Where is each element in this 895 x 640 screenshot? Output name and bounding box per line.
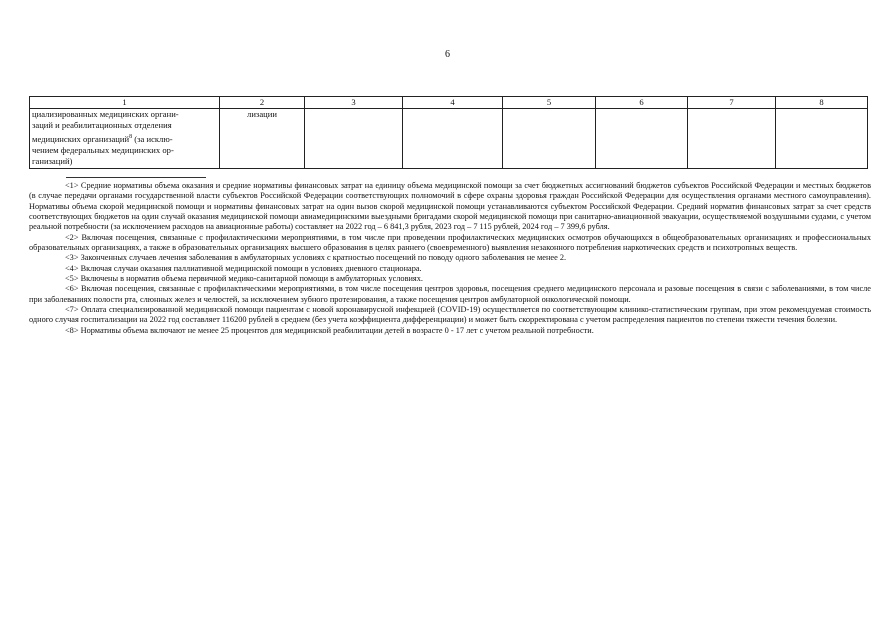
table-cell bbox=[305, 109, 403, 169]
footnote-divider bbox=[66, 177, 206, 178]
cell-line: чением федеральных медицинских ор- bbox=[32, 145, 174, 156]
column-header: 8 bbox=[776, 97, 868, 109]
page-number: 6 bbox=[445, 49, 450, 60]
table-header-row bbox=[30, 97, 868, 109]
footnotes bbox=[29, 181, 871, 336]
footnote-4: <4> Включая случаи оказания паллиативной медицинской помощи в условиях дневного стационара. bbox=[65, 263, 422, 273]
footnote-7: <7> Оплата специализированной медицинской помощи пациентам с новой коронавирусной инфекцией (COVID-19) осуществляется по соответствующим клинико-статистическим группам, при этом рекомендуемая стоимость одного случая госпитализации на 2022 год составляет 116200 рублей в среднем (без учета коэффициента дифференциации) и может быть скорректирована с учетом распределения пациентов по степени тяжести течения болезни. bbox=[29, 305, 871, 325]
footnote-6: <6> Включая посещения, связанные с профилактическими мероприятиями, в том числе посещения центров здоровья, посещения среднего медицинского персонала и разовые посещения в связи с заболеваниями, в том числе при заболеваниях полости рта, слюнных желез и челюстей, за исключением зубного протезирования, а также посещения центров амбулаторной онкологической помощи. bbox=[29, 284, 871, 304]
cell-line: циализированных медицинских органи- bbox=[32, 109, 179, 119]
footnote-2: <2> Включая посещения, связанные с профилактическими мероприятиями, в том числе при проведении профилактических медицинских осмотров обучающихся в общеобразовательных организациях и профессиональных образовательных организациях, а также в образовательных организациях высшего образования в целях раннего (своевременного) выявления незаконного потребления наркотических средств и психотропных веществ. bbox=[29, 232, 871, 253]
footnote-8: <8> Нормативы объема включают не менее 25 процентов для медицинской реабилитации детей в возрасте 0 - 17 лет с учетом реальной потребности. bbox=[65, 325, 594, 335]
column-header: 2 bbox=[220, 97, 305, 109]
table-cell: лизации bbox=[220, 109, 305, 169]
column-header: 7 bbox=[688, 97, 776, 109]
table-cell bbox=[403, 109, 503, 169]
column-header: 1 bbox=[30, 97, 220, 109]
footnote-1: <1> Средние нормативы объема оказания и средние нормативы финансовых затрат на единицу объема медицинской помощи за счет бюджетных ассигнований бюджетов субъектов Российской Федерации и местных бюджетов (в случае передачи органами государственной власти субъектов Российской Федерации соответствующих полномочий в сфере охраны здоровья граждан Российской Федерации для осуществления органами местного самоуправления). Нормативы объема скорой медицинской помощи и нормативы финансовых затрат на один вызов скорой медицинской помощи устанавливаются субъектом Российской Федерации. Средний норматив финансовых затрат за счет средств соответствующих бюджетов на один случай оказания медицинской помощи авиамедицинскими выездными бригадами скорой медицинской помощи при санитарно-авиационной эвакуации, осуществляемой воздушными судами, с учетом реальной потребности (за исключением расходов на авиационные работы) составляет на 2022 год – 6 841,3 рубля, 2023 год – 7 115 рублей, 2024 год – 7 399,6 рубля. bbox=[29, 181, 871, 232]
table-cell bbox=[776, 109, 868, 169]
table-cell-description bbox=[30, 109, 220, 169]
norms-table bbox=[29, 96, 868, 169]
footnote-5: <5> Включены в норматив объема первичной медико-санитарной помощи в амбулаторных условиях. bbox=[65, 274, 423, 284]
table-cell bbox=[596, 109, 688, 169]
table-cell bbox=[503, 109, 596, 169]
cell-line: (за исклю- bbox=[134, 133, 173, 144]
cell-line: заций и реабилитационных отделения bbox=[32, 120, 172, 131]
footnote-3: <3> Законченных случаев лечения заболевания в амбулаторных условиях с кратностью посещений по поводу одного заболевания не менее 2. bbox=[65, 253, 567, 263]
footnote-marker: 8 bbox=[129, 133, 133, 140]
column-header: 5 bbox=[503, 97, 596, 109]
table-row bbox=[30, 109, 868, 169]
column-header: 4 bbox=[403, 97, 503, 109]
cell-line: ганизаций) bbox=[32, 156, 73, 167]
column-header: 6 bbox=[596, 97, 688, 109]
table-cell bbox=[688, 109, 776, 169]
column-header: 3 bbox=[305, 97, 403, 109]
cell-line: медицинских организаций bbox=[32, 133, 130, 144]
